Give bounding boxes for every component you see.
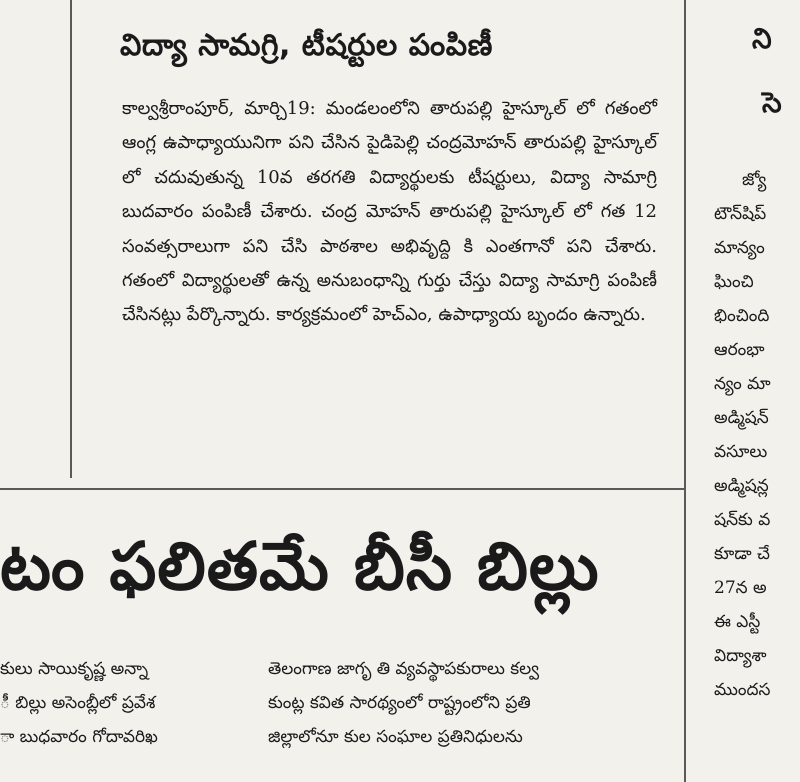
text-line: అడ్మిషన్	[714, 408, 769, 428]
right-edge-body	[714, 163, 800, 707]
column-rule-right	[684, 0, 686, 782]
text-line: ఆరంభా	[714, 340, 765, 360]
text-line: అడ్మిషన్ల	[714, 476, 769, 496]
text-line: 27న అ	[714, 578, 767, 598]
text-line: కులు సాయికృష్ణ అన్నా	[0, 659, 149, 679]
text-line: తెలంగాణ జాగృ తి వ్యవస్థాపకురాలు కల్వ	[268, 659, 540, 679]
text-line: ా బుధవారం గోదావరిఖ	[0, 727, 158, 747]
text-line: మాన్యం	[714, 238, 765, 258]
text-line: జ్యో	[742, 170, 767, 190]
text-line: వసూలు	[714, 442, 768, 462]
column-rule-left	[70, 0, 72, 478]
text-line: న్యం మా	[714, 374, 771, 394]
text-line: ముందస	[714, 680, 771, 700]
text-line: ఘించి	[714, 272, 754, 292]
text-line: జిల్లాలోనూ కుల సంఘాల ప్రతినిధులను	[268, 727, 523, 747]
headline-line: ని	[752, 22, 772, 55]
article-body	[122, 92, 657, 333]
main-right-column	[268, 652, 668, 754]
main-left-column	[0, 652, 240, 754]
article-headline: విద్యా సామగ్రి, టీషర్టుల పంపిణీ	[120, 28, 493, 63]
text-line: కూడా చే	[714, 544, 770, 564]
text-line: కుంట్ల కవిత సారథ్యంలో రాష్ట్రంలోని ప్రతి	[268, 693, 531, 713]
text-line: ీ బిల్లు అసెంబ్లీలో ప్రవేశ	[0, 693, 156, 713]
headline-line: సె	[762, 86, 782, 119]
main-headline: టం ఫలితమే బీసీ బిల్లు	[0, 528, 600, 605]
text-line: షన్‌కు వ	[714, 510, 771, 530]
article-paragraph: కాల్వశ్రీరాంపూర్, మార్చి19: మండలంలోని తారుపల్లి హైస్కూల్ లో గతంలో ఆంగ్ల ఉపాధ్యాయునిగా పని చేసిన పైడిపెల్లి చంద్రమోహన్ తారుపల్లి హైస్కూల్ లో చదువుతున్న 10వ తరగతి విద్యార్థులకు టీషర్టులు, విద్యా సామాగ్రి బుదవారం పంపిణీ చేశారు. చంద్ర మోహన్ తారుపల్లి హైస్కూల్ లో గత 12 సంవత్సరాలుగా పని చేసి పాఠశాల అభివృద్ది కి ఎంతగానో పని చేశారు. గతంలో విద్యార్థులతో ఉన్న అనుబంధాన్ని గుర్తు చేస్తు విద్యా సామాగ్రి పంపిణీ చేసినట్లు పేర్కొన్నారు. కార్యక్రమంలో హెచ్ఎం, ఉపాధ్యాయ బృందం ఉన్నారు.	[122, 98, 657, 326]
text-line: టౌన్‌షిప్	[714, 204, 767, 224]
text-line: విద్యాశా	[714, 646, 767, 666]
text-line: భించింది	[714, 306, 770, 326]
right-edge-headline	[714, 22, 800, 150]
text-line: ఈ ఎస్టీ	[714, 612, 761, 632]
section-divider	[0, 488, 684, 490]
